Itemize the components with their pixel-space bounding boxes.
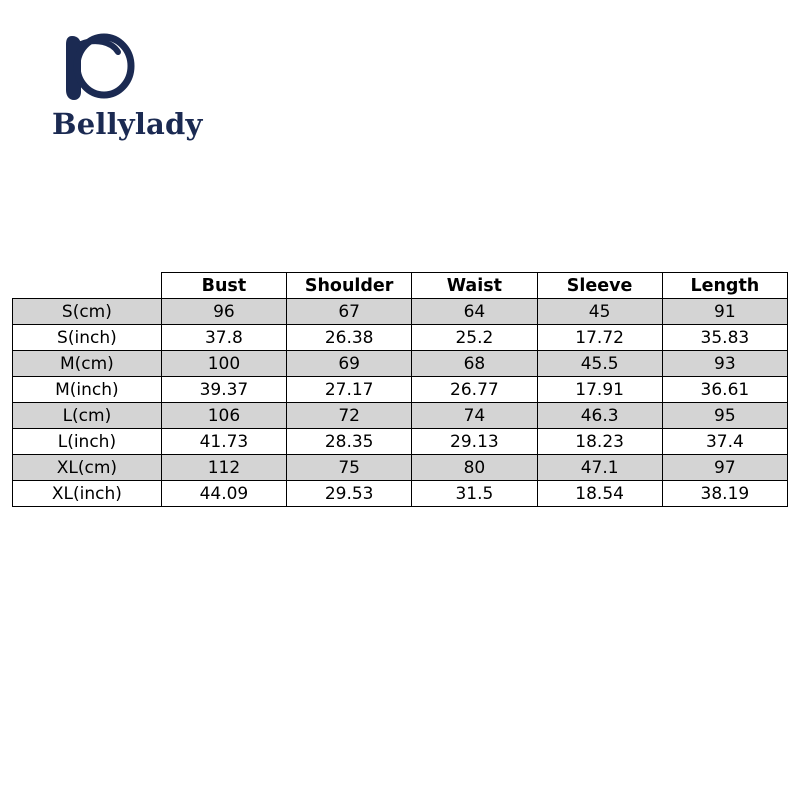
cell-waist: 29.13: [412, 429, 537, 455]
cell-length: 93: [662, 351, 787, 377]
header-waist: Waist: [412, 273, 537, 299]
cell-bust: 106: [161, 403, 286, 429]
cell-sleeve: 17.91: [537, 377, 662, 403]
cell-bust: 112: [161, 455, 286, 481]
cell-length: 97: [662, 455, 787, 481]
cell-sleeve: 47.1: [537, 455, 662, 481]
table-row: [13, 455, 788, 481]
bellylady-monogram-icon: [52, 30, 136, 108]
cell-sleeve: 18.23: [537, 429, 662, 455]
cell-length: 91: [662, 299, 787, 325]
row-label: L(inch): [13, 429, 162, 455]
row-label: XL(cm): [13, 455, 162, 481]
header-bust: Bust: [161, 273, 286, 299]
row-label: M(inch): [13, 377, 162, 403]
header-length: Length: [662, 273, 787, 299]
cell-waist: 64: [412, 299, 537, 325]
cell-length: 36.61: [662, 377, 787, 403]
cell-shoulder: 29.53: [287, 481, 412, 507]
table-row: [13, 377, 788, 403]
row-label: S(cm): [13, 299, 162, 325]
header-row: [13, 273, 788, 299]
table-body: [13, 299, 788, 507]
row-label: XL(inch): [13, 481, 162, 507]
cell-shoulder: 67: [287, 299, 412, 325]
cell-shoulder: 75: [287, 455, 412, 481]
cell-waist: 74: [412, 403, 537, 429]
cell-sleeve: 46.3: [537, 403, 662, 429]
table-row: [13, 299, 788, 325]
cell-bust: 44.09: [161, 481, 286, 507]
cell-sleeve: 17.72: [537, 325, 662, 351]
table-row: [13, 403, 788, 429]
cell-bust: 100: [161, 351, 286, 377]
cell-waist: 25.2: [412, 325, 537, 351]
cell-waist: 31.5: [412, 481, 537, 507]
cell-shoulder: 69: [287, 351, 412, 377]
cell-shoulder: 26.38: [287, 325, 412, 351]
table-row: [13, 481, 788, 507]
cell-sleeve: 45.5: [537, 351, 662, 377]
cell-waist: 68: [412, 351, 537, 377]
cell-bust: 39.37: [161, 377, 286, 403]
cell-shoulder: 72: [287, 403, 412, 429]
header-corner: [13, 273, 162, 299]
cell-bust: 96: [161, 299, 286, 325]
cell-shoulder: 27.17: [287, 377, 412, 403]
brand-logo: [52, 30, 272, 139]
cell-waist: 26.77: [412, 377, 537, 403]
size-chart: [12, 272, 788, 507]
cell-length: 95: [662, 403, 787, 429]
cell-shoulder: 28.35: [287, 429, 412, 455]
cell-length: 37.4: [662, 429, 787, 455]
brand-name: Bellylady: [52, 107, 203, 141]
cell-bust: 41.73: [161, 429, 286, 455]
table-row: [13, 325, 788, 351]
row-label: L(cm): [13, 403, 162, 429]
row-label: M(cm): [13, 351, 162, 377]
row-label: S(inch): [13, 325, 162, 351]
table-row: [13, 351, 788, 377]
cell-waist: 80: [412, 455, 537, 481]
cell-length: 35.83: [662, 325, 787, 351]
size-chart-table: [12, 272, 788, 507]
cell-bust: 37.8: [161, 325, 286, 351]
cell-length: 38.19: [662, 481, 787, 507]
cell-sleeve: 45: [537, 299, 662, 325]
table-row: [13, 429, 788, 455]
header-shoulder: Shoulder: [287, 273, 412, 299]
table-header: [13, 273, 788, 299]
header-sleeve: Sleeve: [537, 273, 662, 299]
cell-sleeve: 18.54: [537, 481, 662, 507]
